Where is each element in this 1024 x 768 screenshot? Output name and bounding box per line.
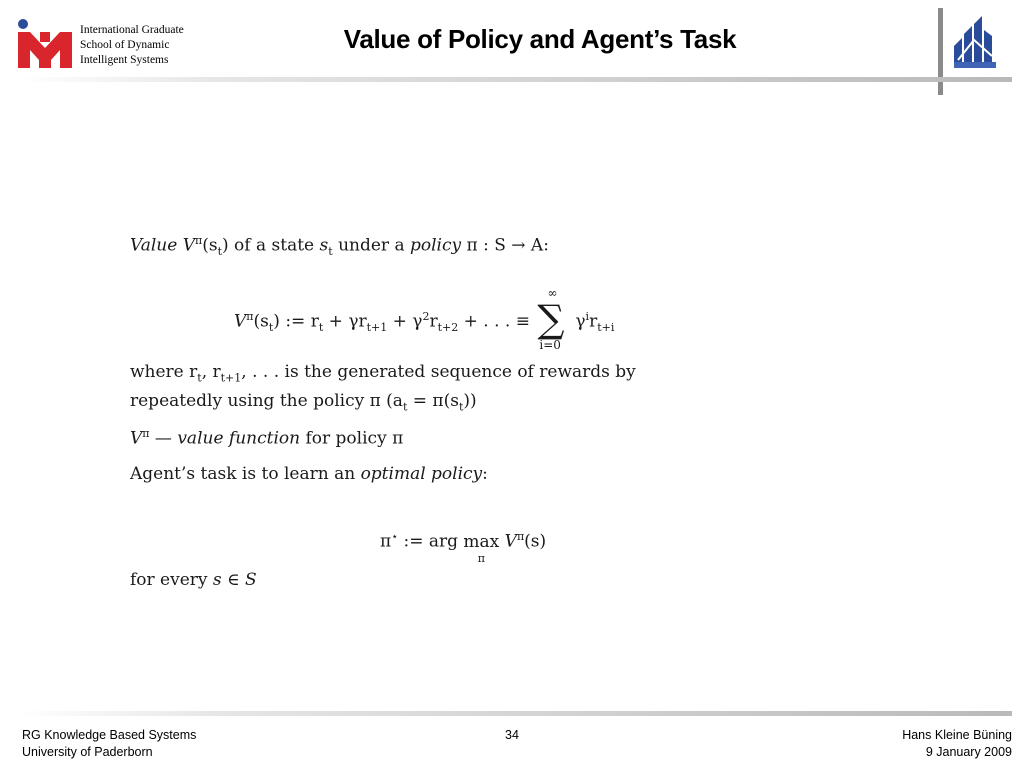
for-every-line: for every s ∈ S <box>130 570 257 590</box>
value-equation: $V^\pi(s_t)$ := $r_t + \gamma r_{t+1} + \gamma^2r_{t+2}$ + . . . ≡ ∞ ∑ i=0 $\gamma^ir_{t+i}$ <box>234 286 615 352</box>
institution-line-3: Intelligent Systems <box>80 54 169 66</box>
university-paderborn-logo-icon <box>952 16 998 70</box>
page-number: 34 <box>505 728 519 742</box>
institution-line-1: International Graduate <box>80 24 184 36</box>
policy-term: policy <box>410 235 462 256</box>
policy-usage-line: repeatedly using the policy π $(a_t = \pi(s_t))$ <box>130 391 477 414</box>
where-line: where $r_t$, $r_{t+1}$, . . . is the generated sequence of rewards by <box>130 362 636 385</box>
footer-university: University of Paderborn <box>22 745 153 759</box>
optimal-policy-equation: π⋆ := arg max π $V^\pi(s)$ <box>380 530 547 566</box>
footer-author: Hans Kleine Büning <box>902 728 1012 742</box>
igs-logo-icon <box>16 18 74 70</box>
footer-left <box>22 727 196 761</box>
footer-right <box>902 727 1012 761</box>
institution-name <box>80 23 184 68</box>
argmax-operator: max π <box>463 532 500 566</box>
footer-group-name: RG Knowledge Based Systems <box>22 728 197 742</box>
institution-line-2: School of Dynamic <box>80 39 170 51</box>
header-rule <box>18 77 1012 82</box>
value-term: Value <box>130 235 178 256</box>
agent-task-line: Agent’s task is to learn an optimal policy: <box>130 464 488 484</box>
summation-symbol: ∞ ∑ i=0 <box>537 286 565 352</box>
optimal-policy-term: optimal policy <box>360 464 483 484</box>
definition-line: Value $V^\pi(s_t)$ of a state $s_t$ under a policy π : S → A: <box>130 234 549 259</box>
footer-date: 9 January 2009 <box>925 745 1012 759</box>
slide-title: Value of Policy and Agent’s Task <box>343 24 737 54</box>
footer-rule <box>18 711 1012 716</box>
value-function-line: $V^\pi$ — value function for policy π <box>130 427 404 449</box>
value-function-term: value function <box>177 428 301 449</box>
